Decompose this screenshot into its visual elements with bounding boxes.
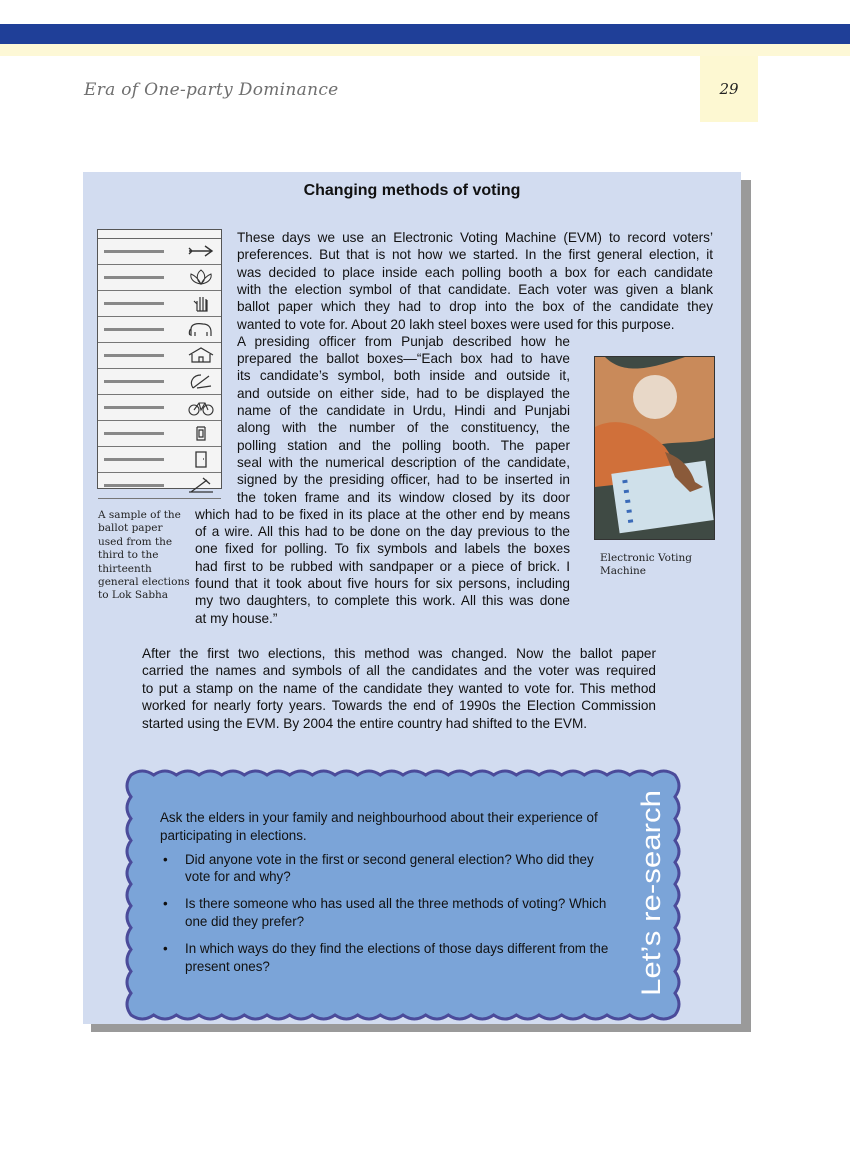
list-item: • Did anyone vote in the first or second general election? Who did they vote for and why? bbox=[185, 851, 620, 887]
bicycle-icon bbox=[187, 398, 215, 416]
paragraph-line: preferences. But that is not how we started. In the first general election, it bbox=[237, 247, 713, 263]
research-intro: Ask the elders in your family and neighbourhood about their experience of participating in elections. bbox=[160, 810, 598, 843]
paragraph-line: which had to be fixed in its place at the other end by means bbox=[195, 506, 570, 522]
lantern-icon bbox=[187, 424, 215, 442]
paragraph-line: ballot paper which they had to drop into the box of the candidate they bbox=[237, 299, 713, 315]
hammer-icon bbox=[187, 476, 215, 494]
after-line: started using the EVM. By 2004 the entire country had shifted to the EVM. bbox=[142, 715, 588, 731]
list-item: • Is there someone who has used all the three methods of voting? Which one did they prefer? bbox=[185, 895, 620, 931]
header-strip bbox=[0, 44, 850, 56]
running-title: Era of One-party Dominance bbox=[84, 80, 339, 100]
paragraph-line: with the election symbol of that candidate. Each voter was given a blank bbox=[237, 281, 713, 297]
ballot-row bbox=[98, 265, 221, 291]
hand-icon bbox=[187, 294, 215, 312]
after-line: worked for nearly forty years. Towards the end of 1990s the Election Commission bbox=[142, 698, 656, 714]
paragraph-line: one fixed for polling. To fix symbols and labels the boxes bbox=[195, 541, 570, 557]
paragraph-line: at my house.” bbox=[195, 610, 278, 626]
paragraph-line: found that it took about five hours for six persons, including bbox=[195, 576, 570, 591]
paragraph-line: its candidate’s symbol, both inside and outside it, bbox=[237, 368, 570, 384]
paragraph-line: A presiding officer from Punjab described how he bbox=[237, 333, 570, 349]
research-content bbox=[160, 809, 620, 984]
after-line: After the first two elections, this method was changed. Now the ballot paper bbox=[142, 646, 656, 661]
sickle-icon bbox=[187, 372, 215, 390]
box-title: Changing methods of voting bbox=[303, 182, 521, 199]
evm-caption: Electronic Voting Machine bbox=[600, 552, 693, 578]
research-label-text: Let’s re-search bbox=[636, 817, 666, 996]
paragraph-line: of a wire. All this had to be done on the day previous to the bbox=[195, 524, 570, 540]
paragraph-line: polling station and the polling booth. The paper bbox=[237, 437, 570, 453]
ballot-header bbox=[98, 230, 221, 239]
ballot-row bbox=[98, 421, 221, 447]
elephant-icon bbox=[187, 320, 215, 338]
door-icon bbox=[187, 450, 215, 468]
paragraph-line: name of the candidate in Urdu, Hindi and Punjabi bbox=[237, 403, 570, 418]
paragraph-line: along with the number of the constituency, the bbox=[237, 420, 570, 436]
paragraph-line: my two daughters, to complete this work. All this was done bbox=[195, 593, 570, 609]
paragraph-line: and outside on either side, had to be displayed the bbox=[237, 385, 570, 401]
paragraph-line: had first to be rubbed with sandpaper or a piece of brick. I bbox=[195, 558, 570, 574]
ballot-row bbox=[98, 239, 221, 265]
paragraph-line: seal with the numerical description of the candidate, bbox=[237, 454, 570, 470]
paragraph-line: the token frame and its window closed by its door bbox=[237, 489, 570, 505]
lotus-icon bbox=[187, 268, 215, 286]
arrow-icon bbox=[187, 242, 215, 260]
list-item: • In which ways do they find the elections of those days different from the present ones? bbox=[185, 940, 620, 976]
ballot-row bbox=[98, 317, 221, 343]
ballot-row bbox=[98, 343, 221, 369]
ballot-row bbox=[98, 369, 221, 395]
voting-methods-box bbox=[83, 172, 741, 1024]
ballot-row bbox=[98, 395, 221, 421]
after-line: to put a stamp on the name of the candidate they wanted to vote for. This method bbox=[142, 680, 656, 696]
evm-photo bbox=[594, 356, 715, 540]
page-number: 29 bbox=[700, 56, 758, 122]
research-questions bbox=[160, 851, 620, 976]
paragraph-line: prepared the ballot boxes—“Each box had to have bbox=[237, 351, 570, 367]
ballot-row bbox=[98, 291, 221, 317]
ballot-row bbox=[98, 473, 221, 499]
research-label bbox=[631, 782, 671, 1002]
ballot-caption: A sample of the ballot paper used from the third to the thirteenth general elections to Lok Sabha bbox=[98, 509, 190, 602]
ballot-paper-illustration bbox=[97, 229, 222, 489]
evm-photo-illustration bbox=[595, 357, 715, 540]
hut-icon bbox=[187, 346, 215, 364]
ballot-row bbox=[98, 447, 221, 473]
header-band bbox=[0, 24, 850, 44]
paragraph-line: was decided to place inside each polling booth a box for each candidate bbox=[237, 264, 713, 280]
after-line: carried the names and symbols of all the candidates and the voter was required bbox=[142, 663, 656, 679]
paragraph-line: signed by the presiding officer, had to be inserted in bbox=[237, 472, 570, 488]
paragraph-line: These days we use an Electronic Voting Machine (EVM) to record voters’ bbox=[237, 230, 713, 245]
paragraph-line: wanted to vote for. About 20 lakh steel boxes were used for this purpose. bbox=[237, 316, 675, 332]
